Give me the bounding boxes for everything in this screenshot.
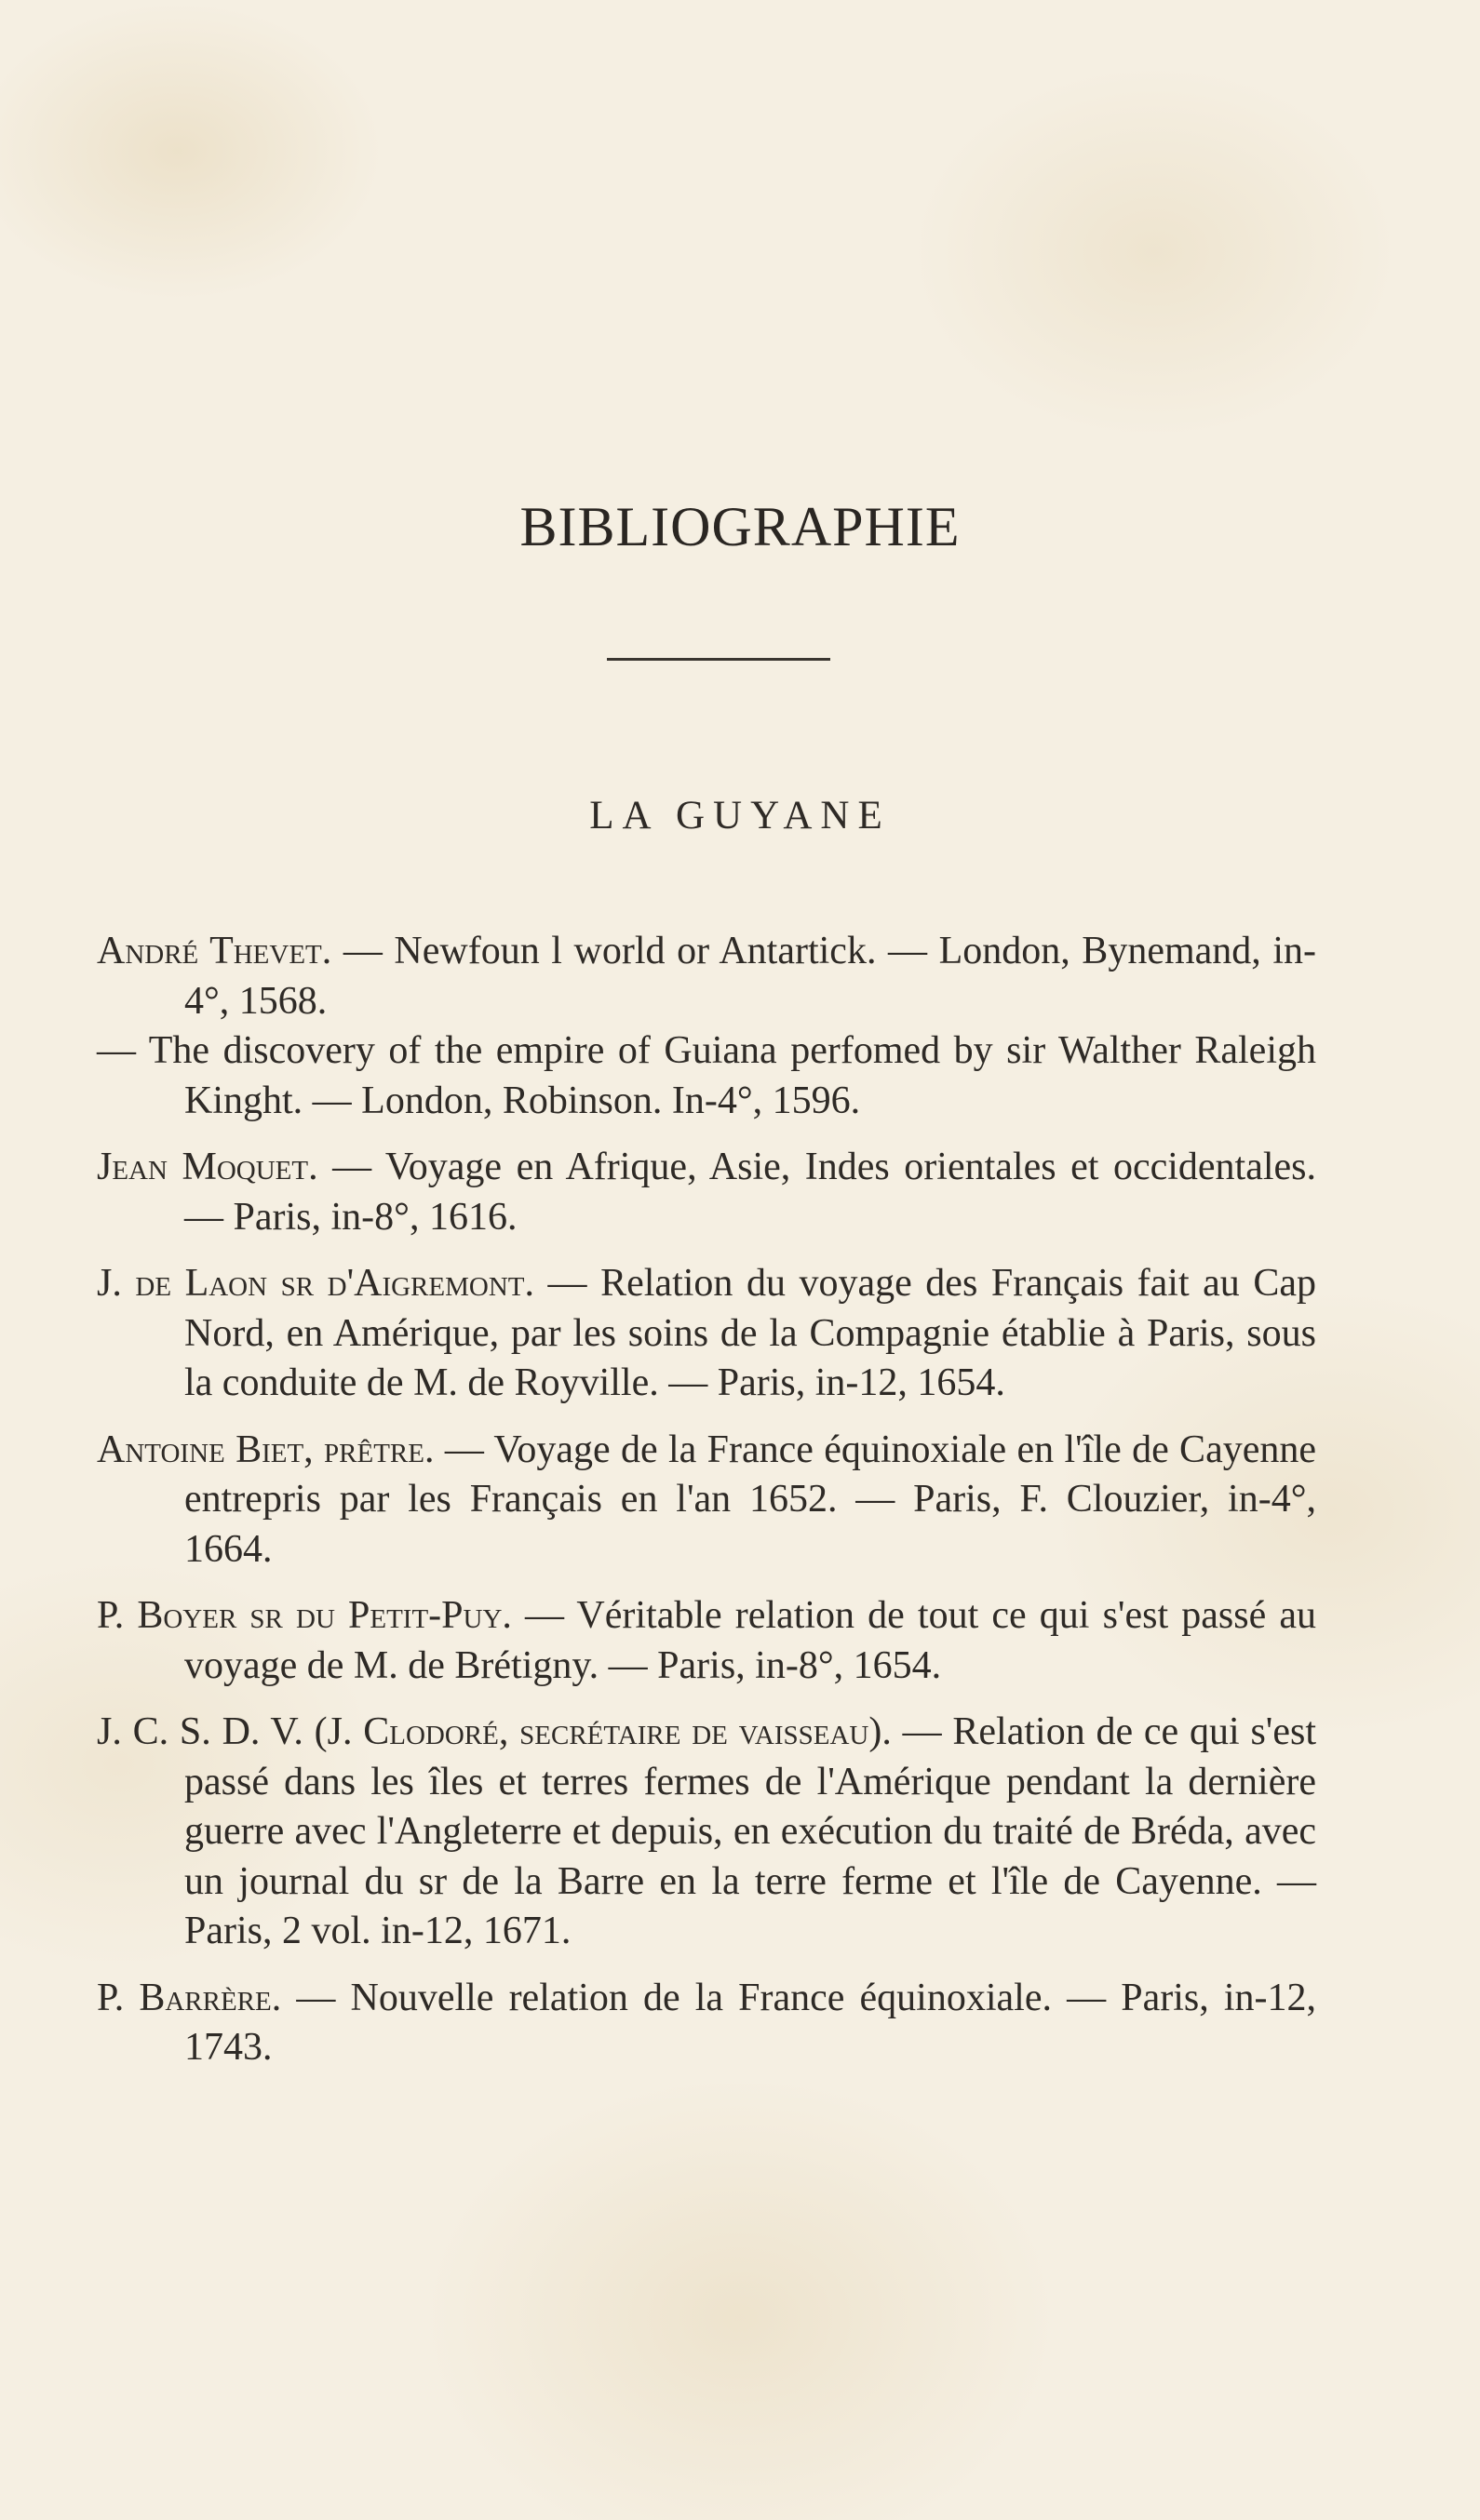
entry-author: J. C. S. D. V. (J. Clodoré, secrétaire de vaisseau). [97,1710,892,1753]
entry-text: — Véritable relation de tout ce qui s'est passé au voyage de M. de Brétigny. — Paris, in-8°, 1654. [184,1594,1317,1687]
entry-author: P. Boyer sr du Petit-Puy. [97,1594,512,1637]
bibliography-list [97,927,1316,2073]
bibliography-entry [97,1591,1316,1691]
title-divider [607,658,830,661]
page-title: BIBLIOGRAPHIE [519,496,961,557]
entry-text: — Voyage en Afrique, Asie, Indes orientales et occidentales. — Paris, in-8°, 1616. [184,1146,1316,1239]
bibliography-entry [97,1974,1316,2073]
bibliography-entry [97,1426,1316,1575]
entry-author: J. de Laon sr d'Aigremont. [97,1262,535,1305]
entry-author: Jean Moquet. [97,1146,318,1188]
bibliography-entry [97,1143,1316,1242]
section-heading: LA GUYANE [589,794,891,838]
entry-text: — The discovery of the empire of Guiana perfomed by sir Walther Raleigh Kinght. — London, Robinson. In-4°, 1596. [97,1029,1316,1122]
bibliography-entry [97,1259,1316,1409]
entry-text: — Relation du voyage des Français fait au Cap Nord, en Amérique, par les soins de la Compagnie établie à Paris, sous la conduite de M. de Royville. — Paris, in-12, 1654. [184,1262,1317,1404]
entry-author: Antoine Biet, prêtre. [97,1428,435,1471]
entry-text: — Newfoun l world or Antartick. — London, Bynemand, in-4°, 1568. [184,930,1317,1023]
entry-author: André Thevet. [97,930,332,972]
entry-text: — Nouvelle relation de la France équinoxiale. — Paris, in-12, 1743. [184,1976,1316,2069]
entry-text: — Relation de ce qui s'est passé dans les îles et terres fermes de l'Amérique pendant la dernière guerre avec l'Angleterre et depuis, en exécution du traité de Bréda, avec un journal du sr de la Barre en la terre ferme et l'île de Cayenne. — Paris, 2 vol. in-12, 1671. [184,1710,1317,1952]
entry-author: P. Barrère. [97,1976,282,2019]
bibliography-entry [97,1708,1316,1957]
bibliography-entry [97,927,1316,1026]
entry-text: — Voyage de la France équinoxiale en l'île de Cayenne entrepris par les Français en l'an 1652. — Paris, F. Clouzier, in-4°, 1664. [184,1428,1316,1571]
bibliography-entry [97,1026,1316,1126]
